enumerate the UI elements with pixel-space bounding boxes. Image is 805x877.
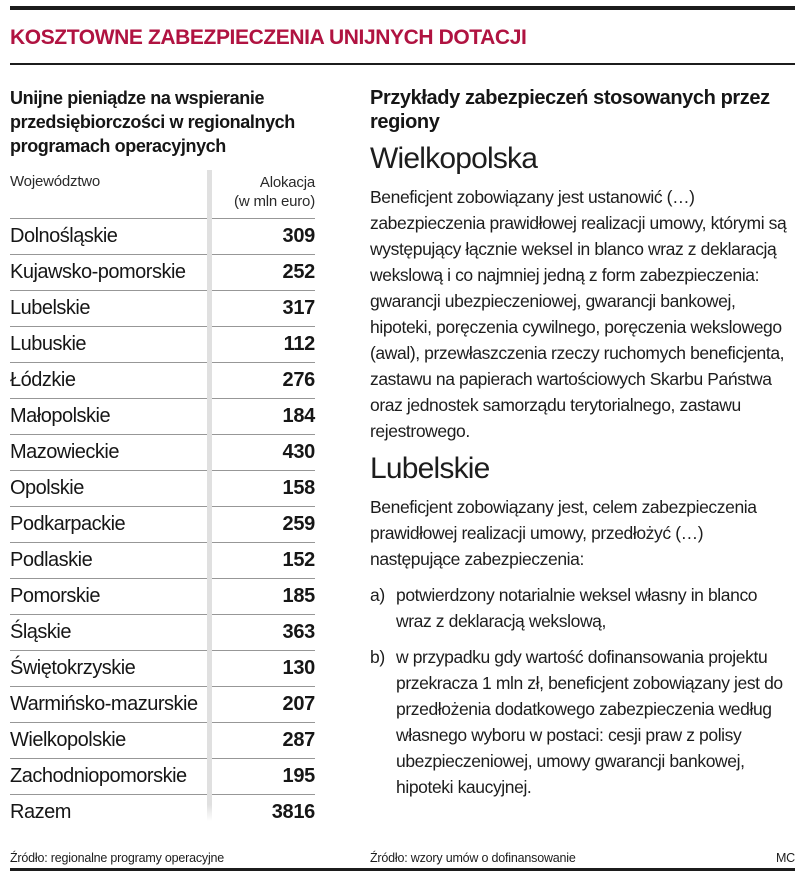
- section-body-wielkopolska: Beneficjent zobowiązany jest ustanowić (…) zabezpieczenia prawidłowej realizacji umowy, którymi są występujący łącznie weksel in blanco wraz z deklaracją wekslową i co najmniej jedną z form zabezpieczenia: gwarancji ubezpieczeniowej, gwarancji bankowej, hipoteki, poręczenia cywilnego, poręczenia wekslowego (awal), przewłaszczenia rzeczy ruchomych beneficjenta, zastawu na papierach wartościowych Skarbu Państwa oraz jednostek samorządu terytorialnego, zastawu rejestrowego.: [370, 187, 787, 441]
- examples-heading: Przykłady zabezpieczeń stosowanych przez regiony: [370, 87, 770, 133]
- table-row: [10, 218, 315, 254]
- region-name: Zachodniopomorskie: [10, 758, 207, 794]
- title-divider: [10, 63, 795, 65]
- region-name: Dolnośląskie: [10, 218, 207, 254]
- section-title-wielkopolska: Wielkopolska: [370, 142, 538, 175]
- table-row: [10, 578, 315, 614]
- table-heading: Unijne pieniądze na wspieranie przedsiębiorczości w regionalnych programach operacyjnych: [10, 88, 295, 156]
- region-value: 158: [212, 470, 315, 506]
- bottom-rule: [10, 868, 795, 871]
- region-name: Lubuskie: [10, 326, 207, 362]
- region-value: 287: [212, 722, 315, 758]
- region-value: 112: [212, 326, 315, 362]
- region-value: 430: [212, 434, 315, 470]
- section-wielkopolska: [370, 142, 795, 444]
- region-value: 130: [212, 650, 315, 686]
- region-value: 184: [212, 398, 315, 434]
- table-header-row: [10, 170, 315, 218]
- table-row: [10, 470, 315, 506]
- list-marker-a: a): [370, 585, 385, 605]
- section-title-lubelskie: Lubelskie: [370, 452, 490, 485]
- region-value: 363: [212, 614, 315, 650]
- region-name: Opolskie: [10, 470, 207, 506]
- credit: MC: [775, 851, 795, 865]
- region-name: Wielkopolskie: [10, 722, 207, 758]
- region-value: 152: [212, 542, 315, 578]
- source-right: Źródło: wzory umów o dofinansowanie: [370, 851, 576, 865]
- page-title: KOSZTOWNE ZABEZPIECZENIA UNIJNYCH DOTACJI: [10, 26, 527, 49]
- region-value: 309: [212, 218, 315, 254]
- column-header-allocation-line2: (w mln euro): [234, 193, 315, 210]
- total-value: 3816: [212, 794, 315, 830]
- list-text-b: w przypadku gdy wartość dofinansowania projektu przekracza 1 mln zł, beneficjent zobowiązany jest do przedłożenia dodatkowego zabezpieczenia według własnego wyboru w postaci: cesji praw z polisy ubezpieczeniowej, umowy gwarancji bankowej, hipoteki kaucyjnej.: [396, 647, 783, 797]
- list-marker-b: b): [370, 647, 385, 667]
- region-name: Podlaskie: [10, 542, 207, 578]
- region-value: 276: [212, 362, 315, 398]
- table-row: [10, 398, 315, 434]
- list-text-a: potwierdzony notarialnie weksel własny in blanco wraz z deklaracją wekslową,: [396, 585, 758, 631]
- security-list: [370, 582, 795, 800]
- region-value: 185: [212, 578, 315, 614]
- region-name: Kujawsko-pomorskie: [10, 254, 207, 290]
- region-name: Lubelskie: [10, 290, 207, 326]
- table-row: [10, 362, 315, 398]
- table-row: [10, 506, 315, 542]
- region-value: 207: [212, 686, 315, 722]
- table-row: [10, 686, 315, 722]
- table-row: [10, 290, 315, 326]
- region-value: 259: [212, 506, 315, 542]
- table-row: [10, 758, 315, 794]
- table-row: [10, 650, 315, 686]
- source-left: Źródło: regionalne programy operacyjne: [10, 851, 225, 865]
- region-name: Mazowieckie: [10, 434, 207, 470]
- table-row: [10, 326, 315, 362]
- region-value: 317: [212, 290, 315, 326]
- region-name: Pomorskie: [10, 578, 207, 614]
- list-item-b: [370, 644, 795, 800]
- column-header-region: Województwo: [10, 173, 101, 190]
- region-value: 252: [212, 254, 315, 290]
- section-body-lubelskie: Beneficjent zobowiązany jest, celem zabezpieczenia prawidłowej realizacji umowy, przedłożyć (…) następujące zabezpieczenia:: [370, 497, 757, 569]
- total-label: Razem: [10, 794, 207, 830]
- region-name: Świętokrzyskie: [10, 650, 207, 686]
- allocation-column: [10, 86, 315, 830]
- region-name: Podkarpackie: [10, 506, 207, 542]
- region-name: Łódzkie: [10, 362, 207, 398]
- table-body: [10, 218, 315, 794]
- column-header-allocation-line1: Alokacja: [259, 174, 315, 191]
- content-columns: [10, 86, 795, 830]
- top-rule: [10, 6, 795, 10]
- table-row: [10, 722, 315, 758]
- table-row: [10, 614, 315, 650]
- table-row: [10, 254, 315, 290]
- table-row: [10, 434, 315, 470]
- table-total-row: [10, 794, 315, 830]
- list-item-a: [370, 582, 795, 634]
- region-name: Śląskie: [10, 614, 207, 650]
- examples-column: [370, 86, 795, 830]
- table-row: [10, 542, 315, 578]
- region-name: Małopolskie: [10, 398, 207, 434]
- region-value: 195: [212, 758, 315, 794]
- section-lubelskie: [370, 452, 795, 800]
- region-name: Warmińsko-mazurskie: [10, 686, 207, 722]
- column-header-allocation: [212, 170, 315, 218]
